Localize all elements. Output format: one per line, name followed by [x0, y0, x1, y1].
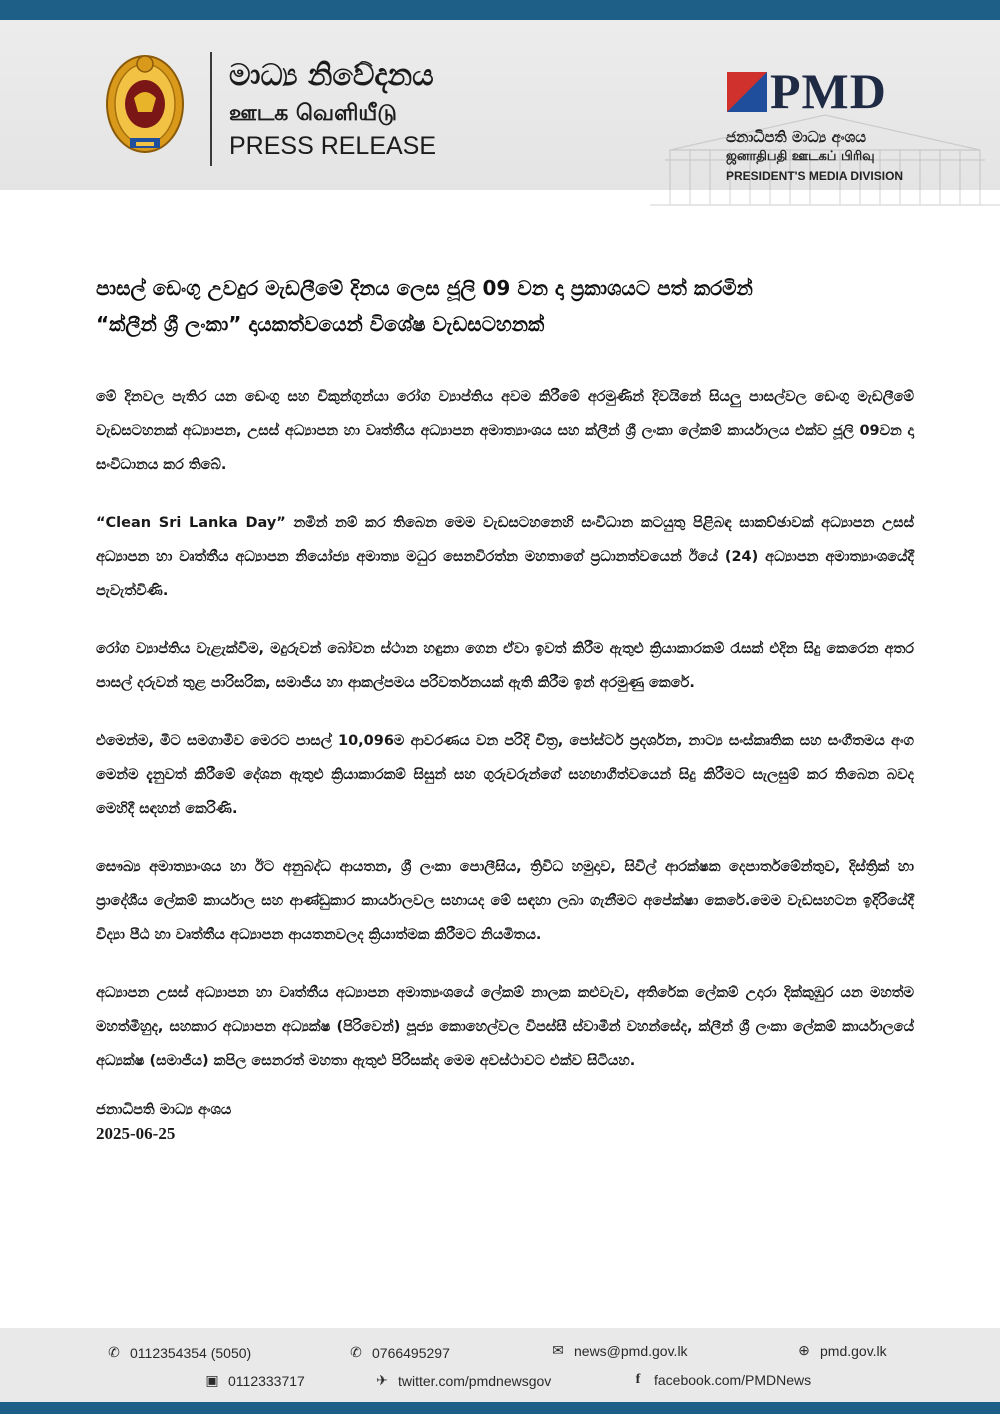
paragraph-3: රෝග ව්‍යාප්තිය වැළැක්වීම, මදුරුවන් බෝවන ස්ථාන හඳුනා ගෙන ඒවා ඉවත් කිරීම ඇතුළු ක්‍රියාකාරකම් රැසක් එදින සිදු කෙරෙන අතර පාසල් දරුවන් තුළ පාරිසරික, සමාජීය හා ආකල්පමය පරිවර්තනයක් ඇති කිරීම ඉන් අරමුණු කෙරේ.	[96, 641, 914, 691]
paragraph-6: අධ්‍යාපන උසස් අධ්‍යාපන හා වෘත්තීය අධ්‍යාපන අමාත්‍යංශයේ ලේකම් නාලක කළුවැව, අතිරේක ලේකම් උදාරා දික්කුඹුර යන මහත්ම මහත්මීහුද, සහකාර අධ්‍යාපන අධ්‍යක්ෂ (පිරිවෙන්) පූජ්‍ය කොහෙල්වල විපස්සී ස්වාමීන් වහන්සේද, ක්ලීන් ශ්‍රී ලංකා ලේකම් කාර්යාලයේ අධ්‍යක්ෂ (සමාජීය) කපිල සෙනරත් මහතා ඇතුළු පිරිසක්ද මෙම අවස්ථාවට එක්ව සිටියහ.	[96, 985, 914, 1069]
website-text[interactable]: pmd.gov.lk	[820, 1342, 887, 1359]
pmd-wordmark: PMD	[770, 63, 887, 119]
sri-lanka-emblem-icon	[104, 50, 186, 158]
header-divider	[210, 52, 212, 166]
bottom-accent-bar	[0, 1402, 1000, 1414]
footer-phone-1	[106, 1344, 251, 1361]
article-body	[96, 380, 914, 1144]
phone-1-text: 0112354354 (5050)	[130, 1344, 252, 1361]
paragraph-2: “Clean Sri Lanka Day” නමින් නම් කර තිබෙන මෙම වැඩසටහනෙහි සංවිධාන කටයුතු පිළිබඳ සාකච්ඡාවක් අධ්‍යාපන උසස් අධ්‍යාපන හා වෘත්තීය අධ්‍යාපන නියෝජ්‍ය අමාත්‍ය මධුර සෙනවිරත්න මහතාගේ ප්‍රධානත්වයෙන් ඊයේ (24) අධ්‍යාපන අමාත්‍යාංශයේදී පැවැත්විණි.	[96, 515, 914, 599]
pmd-name-sinhala: ජනාධිපති මාධ්‍ය අංශය	[726, 128, 867, 146]
article-title	[96, 270, 916, 342]
envelope-icon: ✉	[552, 1342, 564, 1358]
twitter-text[interactable]: twitter.com/pmdnewsgov	[398, 1372, 552, 1389]
letterhead	[0, 20, 1000, 190]
footer-email[interactable]	[550, 1342, 688, 1359]
fax-icon: ▣	[205, 1372, 219, 1388]
footer	[0, 1328, 1000, 1402]
paragraph-1: මේ දිනවල පැතිර යන ඩෙංගු සහ චිකුන්ගුන්යා රෝග ව්‍යාප්තිය අවම කිරීමේ අරමුණින් දිවයිනේ සියලු පාසල්වල ඩෙංගු මැඩලීමේ වැඩසටහනක් අධ්‍යාපන, උසස් අධ්‍යාපන හා වෘත්තීය අධ්‍යාපන අමාත්‍යාංශය සහ ක්ලීන් ශ්‍රී ලංකා ලේකම් කාර්යාලය එක්ව ජූලි 09වන දා සංවිධානය කර තිබේ.	[96, 389, 914, 473]
footer-phone-2	[348, 1344, 450, 1361]
top-accent-bar	[0, 0, 1000, 20]
paragraph-4: එමෙන්ම, මීට සමගාමීව මෙරට පාසල් 10,096ම ආවරණය වන පරිදි චිත්‍ර, පෝස්ටර් ප්‍රදර්ශන, නාට්‍ය සංස්කෘතික සහ සංගීතමය අංග මෙන්ම දැනුවත් කිරීමේ දේශන ඇතුළු ක්‍රියාකාරකම් සිසුන් සහ ගුරුවරුන්ගේ සහභාගීත්වයෙන් සිදු කිරීමට සැලසුම් කර තිබෙන බවද මෙහිදී සඳහන් කෙරිණි.	[96, 733, 914, 817]
press-release-title-sinhala: මාධ්‍ය නිවේදනය	[229, 58, 434, 93]
phone-icon: ✆	[108, 1344, 120, 1360]
pmd-name-english: PRESIDENT'S MEDIA DIVISION	[726, 169, 904, 183]
phone-icon: ✆	[350, 1344, 362, 1360]
paragraph-5: සෞඛ්‍ය අමාත්‍යාංශය හා ඊට අනුබද්ධ ආයතන, ශ්‍රී ලංකා පොලීසිය, ත්‍රිවිධ හමුදාව, සිවිල් ආරක්ෂක දෙපාර්තමේන්තුව, දිස්ත්‍රික් හා ප්‍රාදේශීය ලේකම් කාර්යාල සහ ආණ්ඩුකාර කාර්යාලවල සහායද මේ සඳහා ලබා ගැනීමට අපේක්ෂා කෙරේ.මෙම වැඩසහටන ඉදිරියේදී විද්‍යා පීඨ හා වෘත්තීය අධ්‍යාපන ආයතනවලද ක්‍රියාත්මක කිරීමට නියමිතය.	[96, 859, 914, 943]
fax-text: 0112333717	[228, 1372, 305, 1389]
footer-facebook[interactable]	[630, 1372, 811, 1388]
facebook-icon: f	[635, 1372, 641, 1387]
footer-website[interactable]	[796, 1342, 887, 1359]
twitter-icon: ✈	[376, 1372, 388, 1388]
press-release-title-english: PRESS RELEASE	[229, 132, 437, 160]
email-text[interactable]: news@pmd.gov.lk	[574, 1342, 688, 1359]
pmd-logo-icon	[727, 72, 767, 112]
phone-2-text: 0766495297	[372, 1344, 450, 1361]
footer-twitter[interactable]	[374, 1372, 551, 1389]
press-release-title-tamil: ஊடக வெளியீடு	[229, 101, 397, 126]
signature-organization: ජනාධිපති මාධ්‍ය අංශය	[96, 1102, 232, 1118]
facebook-text[interactable]: facebook.com/PMDNews	[654, 1372, 812, 1388]
article-title-line-1: පාසල් ඩෙංගු උවදුර මැඩලීමේ දිනය ලෙස ජූලි 09 වන දා ප්‍රකාශයට පත් කරමින්	[96, 276, 753, 300]
release-date: 2025-06-25	[96, 1124, 176, 1143]
pmd-name-tamil: ஜனாதிபதி ஊடகப் பிரிவு	[726, 149, 875, 164]
footer-fax	[204, 1372, 305, 1389]
article-title-line-2: “ක්ලීන් ශ්‍රී ලංකා” දායකත්වයෙන් විශේෂ වැඩසටහනක්	[96, 312, 545, 336]
globe-icon: ⊕	[798, 1342, 810, 1358]
